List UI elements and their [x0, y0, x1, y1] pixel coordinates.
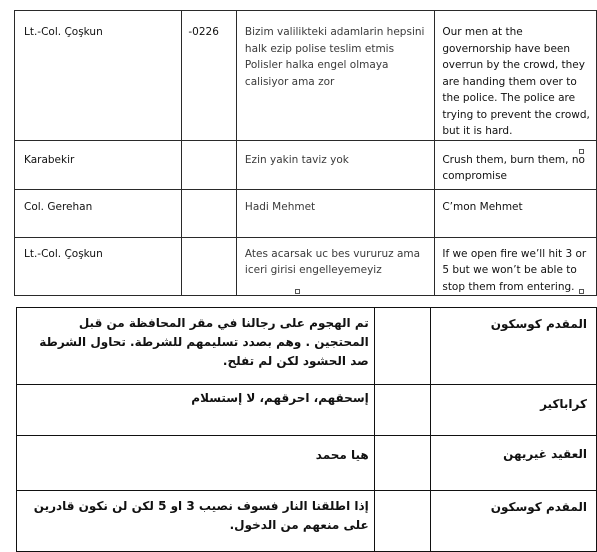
english-cell: Crush them, burn them, no compromise — [435, 140, 597, 189]
resize-handle-corner[interactable] — [579, 289, 584, 294]
table-row — [15, 189, 597, 237]
empty-cell — [374, 436, 430, 491]
english-cell: If we open fire we’ll hit 3 or 5 but we won’t be able to stop them from entering. — [435, 237, 597, 296]
english-cell: Our men at the governorship have been overrun by the crowd, they are handing them over to the police. The police are trying to prevent the crowd, but it is hard. — [435, 11, 597, 141]
empty-cell — [374, 308, 430, 385]
arabic-text-cell: إذا اطلقنا النار فسوف نصيب 3 او 5 لكن لن نكون قادرين على منعهم من الدخول. — [17, 491, 375, 552]
speaker-cell: Col. Gerehan — [15, 189, 182, 237]
arabic-speaker-cell: كراباكير — [431, 385, 597, 436]
turkish-cell: Hadi Mehmet — [236, 189, 434, 237]
table-row — [15, 237, 597, 296]
turkish-cell: Ezin yakin taviz yok — [236, 140, 434, 189]
transcript-table — [14, 10, 597, 296]
arabic-translation-table — [16, 307, 597, 552]
resize-handle-bottom[interactable] — [295, 289, 300, 294]
time-cell: -0226 — [182, 11, 237, 141]
arabic-speaker-cell: المقدم كوسكون — [431, 491, 597, 552]
empty-cell — [374, 385, 430, 436]
time-cell — [182, 140, 237, 189]
table-row — [15, 140, 597, 189]
speaker-cell: Lt.-Col. Çoşkun — [15, 237, 182, 296]
turkish-cell: Ates acarsak uc bes vururuz ama iceri girisi engelleyemeyiz — [236, 237, 434, 296]
arabic-text-cell: إسحقهم، احرقهم، لا إستسلام — [17, 385, 375, 436]
table-row — [17, 308, 597, 385]
arabic-speaker-cell: العقيد غيريهن — [431, 436, 597, 491]
arabic-text-cell: تم الهجوم على رجالنا في مقر المحافظة من قبل المحتجين . وهم بصدد تسليمهم للشرطة. تحاول الشرطة صد الحشود لكن لم تفلح. — [17, 308, 375, 385]
resize-handle-right[interactable] — [579, 149, 584, 154]
table-row — [15, 11, 597, 141]
arabic-speaker-cell: المقدم كوسكون — [431, 308, 597, 385]
table-row — [17, 491, 597, 552]
arabic-text-cell: هيا محمد — [17, 436, 375, 491]
speaker-cell: Lt.-Col. Çoşkun — [15, 11, 182, 141]
turkish-cell: Bizim valilikteki adamlarin hepsini halk ezip polise teslim etmis Polisler halka engel olmaya calisiyor ama zor — [236, 11, 434, 141]
time-cell — [182, 237, 237, 296]
table-row — [17, 436, 597, 491]
table-row — [17, 385, 597, 436]
english-cell: C’mon Mehmet — [435, 189, 597, 237]
time-cell — [182, 189, 237, 237]
speaker-cell: Karabekir — [15, 140, 182, 189]
empty-cell — [374, 491, 430, 552]
